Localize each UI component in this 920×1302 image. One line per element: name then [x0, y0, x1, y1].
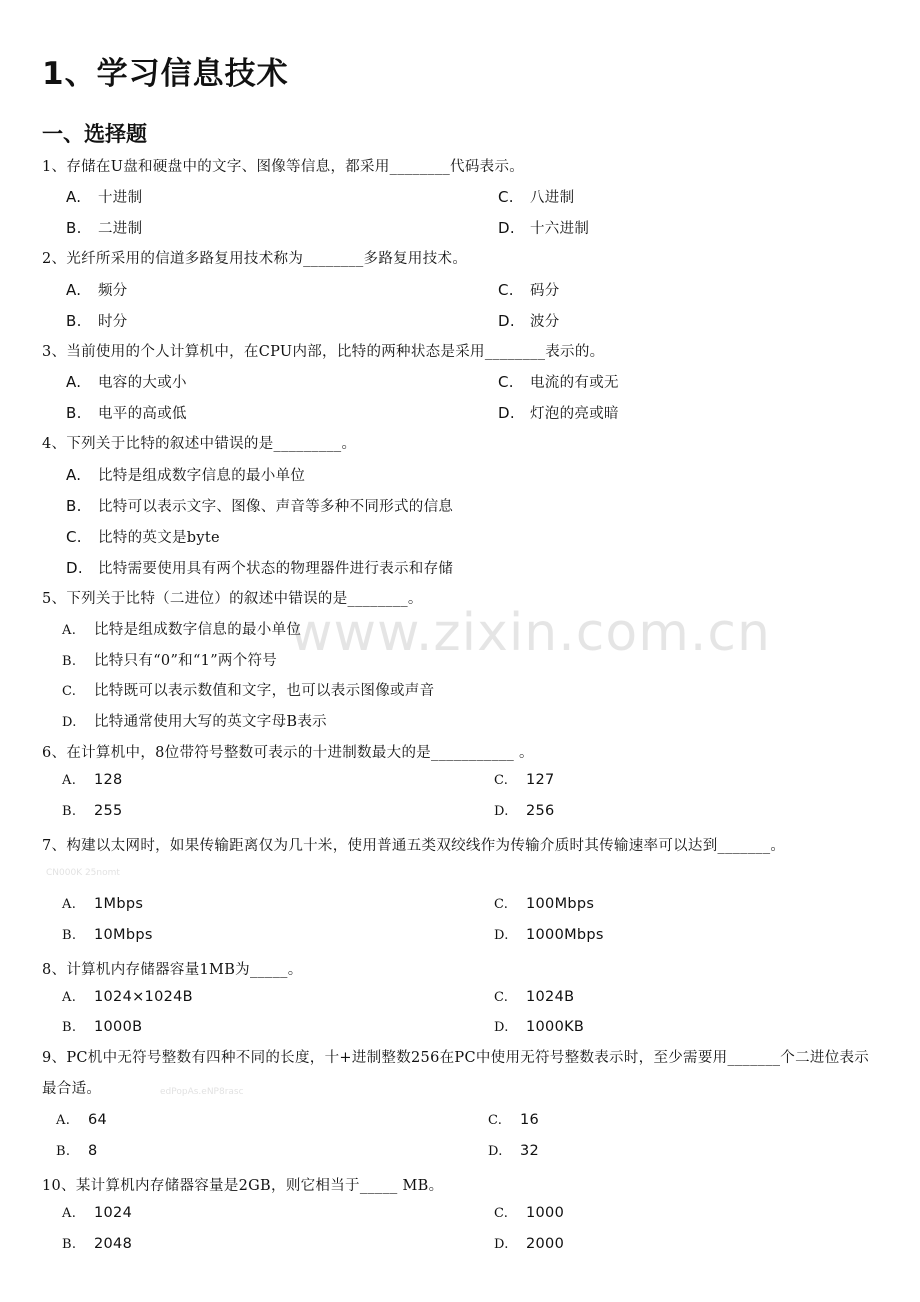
option-d: D. 波分: [498, 312, 560, 330]
option-c: C. 1000: [494, 1205, 565, 1221]
question-8: 8、计算机内存储器容量1MB为_____。: [42, 962, 303, 978]
faint-mark: CN000K 25nomt: [46, 868, 120, 878]
option-c: C. 16: [488, 1112, 540, 1128]
option-a: A. 1Mbps: [62, 896, 144, 912]
option-b: B. 电平的高或低: [66, 404, 187, 422]
option-d: D. 比特通常使用大写的英文字母B表示: [62, 714, 327, 730]
option-d: D. 1000Mbps: [494, 927, 604, 943]
option-b: B. 2048: [62, 1236, 133, 1252]
option-a: A. 十进制: [66, 188, 143, 206]
option-c: C. 比特的英文是byte: [66, 528, 220, 546]
option-c: C. 电流的有或无: [498, 373, 619, 391]
question-3: 3、当前使用的个人计算机中，在CPU内部，比特的两种状态是采用________表示的。: [42, 344, 605, 360]
question-1: 1、存储在U盘和硬盘中的文字、图像等信息，都采用________代码表示。: [42, 159, 525, 175]
option-c: C. 比特既可以表示数值和文字，也可以表示图像或声音: [62, 683, 435, 699]
option-a: A. 64: [56, 1112, 108, 1128]
question-2: 2、光纤所采用的信道多路复用技术称为________多路复用技术。: [42, 251, 468, 267]
option-b: B. 1000B: [62, 1019, 143, 1035]
option-b: B. 255: [62, 803, 123, 819]
option-c: C. 100Mbps: [494, 896, 595, 912]
option-d: D. 比特需要使用具有两个状态的物理器件进行表示和存储: [66, 559, 454, 577]
option-c: C. 八进制: [498, 188, 575, 206]
option-d: D. 256: [494, 803, 555, 819]
question-5: 5、下列关于比特（二进位）的叙述中错误的是________。: [42, 591, 423, 607]
option-d: D. 十六进制: [498, 219, 590, 237]
option-c: C. 127: [494, 772, 555, 788]
option-b: B. 二进制: [66, 219, 143, 237]
option-c: C. 1024B: [494, 989, 575, 1005]
option-a: A. 1024×1024B: [62, 989, 193, 1005]
option-b: B. 比特只有“0”和“1”两个符号: [62, 653, 278, 669]
watermark: www.zixin.com.cn: [290, 603, 771, 663]
question-7: 7、构建以太网时，如果传输距离仅为几十米，使用普通五类双绞线作为传输介质时其传输速率可以达到_______。: [42, 838, 786, 854]
question-9: 9、PC机中无符号整数有四种不同的长度，十+进制整数256在PC中使用无符号整数表示时，至少需要用_______个二进位表示最合适。: [42, 1050, 870, 1097]
option-a: A. 比特是组成数字信息的最小单位: [66, 466, 306, 484]
option-d: D. 2000: [494, 1236, 565, 1252]
option-a: A. 1024: [62, 1205, 133, 1221]
option-d: D. 32: [488, 1143, 540, 1159]
option-c: C. 码分: [498, 281, 560, 299]
option-a: A. 电容的大或小: [66, 373, 187, 391]
option-a: A. 128: [62, 772, 123, 788]
option-b: B. 10Mbps: [62, 927, 153, 943]
faint-mark: edPopAs.eNP8rasc: [160, 1087, 244, 1097]
question-10: 10、某计算机内存储器容量是2GB，则它相当于_____ MB。: [42, 1178, 444, 1194]
question-6: 6、在计算机中，8位带符号整数可表示的十进制数最大的是___________ 。: [42, 745, 534, 761]
option-d: D. 1000KB: [494, 1019, 585, 1035]
page-title: 1、学习信息技术: [42, 56, 289, 92]
section-heading: 一、选择题: [42, 122, 147, 146]
option-a: A. 频分: [66, 281, 128, 299]
option-b: B. 8: [56, 1143, 98, 1159]
question-4: 4、下列关于比特的叙述中错误的是_________。: [42, 436, 357, 452]
option-a: A. 比特是组成数字信息的最小单位: [62, 622, 302, 638]
option-b: B. 比特可以表示文字、图像、声音等多种不同形式的信息: [66, 497, 454, 515]
option-d: D. 灯泡的亮或暗: [498, 404, 619, 422]
option-b: B. 时分: [66, 312, 128, 330]
